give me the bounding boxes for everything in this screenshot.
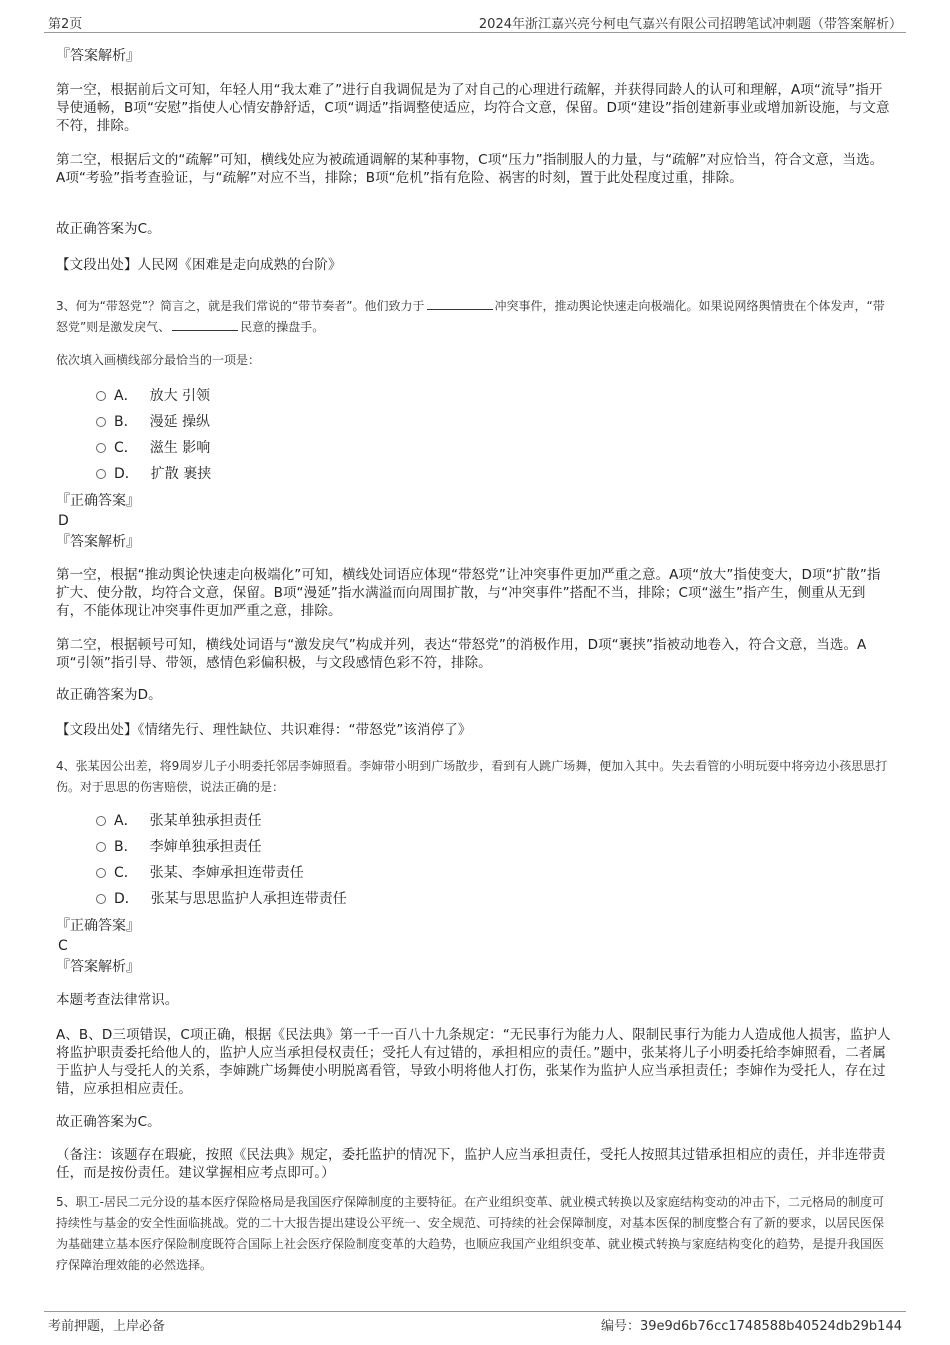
question-stem: 4、张某因公出差，将9周岁儿子小明委托邻居李婶照看。李婶带小明到广场散步，看到有人跳广场舞，便加入其中。失去看管的小明玩耍中将旁边小孩思思打伤。对于思思的伤害赔偿，说法正确的是： <box>56 759 888 794</box>
option-c[interactable]: C． 张某、李婶承担连带责任 <box>96 863 304 883</box>
radio-icon[interactable] <box>96 469 106 479</box>
explanation-paragraph: 第二空，根据顿号可知，横线处词语与“激发戾气”构成并列，表达“带怒党”的消极作用，D项“裹挟”指被动地卷入，符合文意，当选。A项“引领”指引导、带领，感情色彩偏积极，与文段感情色彩不符，排除。 <box>56 637 867 671</box>
explanation-paragraph: 第二空，根据后文的“疏解”可知，横线处应为被疏通调解的某种事物，C项“压力”指制服人的力量，与“疏解”对应恰当，符合文意，当选。A项“考验”指考查验证，与“疏解”对应不当，排除；B项“危机”指有危险、祸害的时刻，置于此处程度过重，排除。 <box>56 152 884 186</box>
option-b[interactable]: B． 李婶单独承担责任 <box>96 837 262 857</box>
document-code: 编号：39e9d6b76cc1748588b40524db29b144 <box>600 1319 902 1334</box>
note: （备注：该题存在瑕疵，按照《民法典》规定，委托监护的情况下，监护人应当承担责任，受托人按照其过错承担相应的责任，并非连带责任，而是按份责任。建议掌握相应考点即可。） <box>56 1147 886 1181</box>
correct-answer: D <box>58 513 69 529</box>
radio-icon[interactable] <box>96 816 106 826</box>
explanation-paragraph: 本题考查法律常识。 <box>56 992 179 1008</box>
explanation-label: 『答案解析』 <box>56 48 140 64</box>
option-a[interactable]: A． 张某单独承担责任 <box>96 811 262 831</box>
explanation-paragraph: A、B、D三项错误，C项正确，根据《民法典》第一千一百八十九条规定：“无民事行为能力人、限制民事行为能力人造成他人损害，监护人将监护职责委托给他人的，监护人应当承担侵权责任；受托人有过错的，承担相应的责任。”题中，张某将儿子小明委托给李婶照看，二者属于监护人与受托人的关系，李婶跳广场舞使小明脱离看管，导致小明将他人打伤，张某作为监护人应当承担责任；李婶作为受托人，存在过错，应承担相应责任。 <box>56 1027 891 1097</box>
page-number: 第2页 <box>48 17 83 32</box>
fill-blank <box>172 318 238 331</box>
explanation-paragraph: 第一空，根据“推动舆论快速走向极端化”可知，横线处词语应体现“带怒党”让冲突事件更加严重之意。A项“放大”指使变大，D项“扩散”指扩大、使分散，均符合文意，保留。B项“漫延”指水满溢而向周围扩散，与“冲突事件”搭配不当，排除；C项“滋生”指产生，侧重从无到有，不能体现让冲突事件更加严重之意，排除。 <box>56 567 881 619</box>
option-a[interactable]: A． 放大 引领 <box>96 386 210 406</box>
radio-icon[interactable] <box>96 417 106 427</box>
option-b[interactable]: B． 漫延 操纵 <box>96 412 210 432</box>
correct-answer-label: 『正确答案』 <box>56 918 140 934</box>
option-d[interactable]: D． 扩散 裹挟 <box>96 464 211 484</box>
correct-answer: C <box>58 938 68 954</box>
radio-icon[interactable] <box>96 894 106 904</box>
conclusion: 故正确答案为C。 <box>56 1114 161 1130</box>
correct-answer-label: 『正确答案』 <box>56 493 140 509</box>
conclusion: 故正确答案为C。 <box>56 221 161 237</box>
question-stem: 5、职工-居民二元分设的基本医疗保险格局是我国医疗保障制度的主要特征。在产业组织变革、就业模式转换以及家庭结构变动的冲击下，二元格局的制度可持续性与基金的安全性面临挑战。党的二十大报告提出建设公平统一、安全规范、可持续的社会保障制度，对基本医保的制度整合有了新的要求，以居民医保为基础建立基本医疗保险制度既符合国际上社会医疗保险制度变革的大趋势，也顺应我国产业组织变革、就业模式转换与家庭结构变化的趋势，是提升我国医疗保障治理效能的必然选择。 <box>56 1195 885 1272</box>
conclusion: 故正确答案为D。 <box>56 687 162 703</box>
question-instruction: 依次填入画横线部分最恰当的一项是： <box>56 353 261 367</box>
explanation-paragraph: 第一空，根据前后文可知，年轻人用“我太难了”进行自我调侃是为了对自己的心理进行疏解，并获得同龄人的认可和理解，A项“流导”指开导使通畅，B项“安慰”指使人心情安静舒适，C项“调适”指调整使适应，均符合文意，保留。D项“建设”指创建新事业或增加新设施，与文意不符，排除。 <box>56 82 890 134</box>
page-header <box>44 10 906 33</box>
question-stem: 3、何为“带怒党”？简言之，就是我们常说的“带节奏者”。他们致力于 冲突事件，推动舆论快速走向极端化。如果说网络舆情贵在个体发声，“带怒党”则是激发戾气、 民意的操盘手。 <box>56 299 885 334</box>
source-citation: 【文段出处】人民网《困难是走向成熟的台阶》 <box>56 257 342 273</box>
radio-icon[interactable] <box>96 842 106 852</box>
explanation-label: 『答案解析』 <box>56 959 140 975</box>
source-citation: 【文段出处】《情绪先行、理性缺位、共识难得：“带怒党”该消停了》 <box>56 722 472 738</box>
explanation-label: 『答案解析』 <box>56 534 140 550</box>
document-title: 2024年浙江嘉兴亮兮柯电气嘉兴有限公司招聘笔试冲刺题（带答案解析） <box>478 17 902 32</box>
page-footer <box>44 1311 906 1334</box>
option-d[interactable]: D． 张某与思思监护人承担连带责任 <box>96 889 347 909</box>
radio-icon[interactable] <box>96 868 106 878</box>
footer-slogan: 考前押题，上岸必备 <box>48 1319 166 1334</box>
radio-icon[interactable] <box>96 443 106 453</box>
option-c[interactable]: C． 滋生 影响 <box>96 438 210 458</box>
radio-icon[interactable] <box>96 391 106 401</box>
fill-blank <box>427 297 493 310</box>
